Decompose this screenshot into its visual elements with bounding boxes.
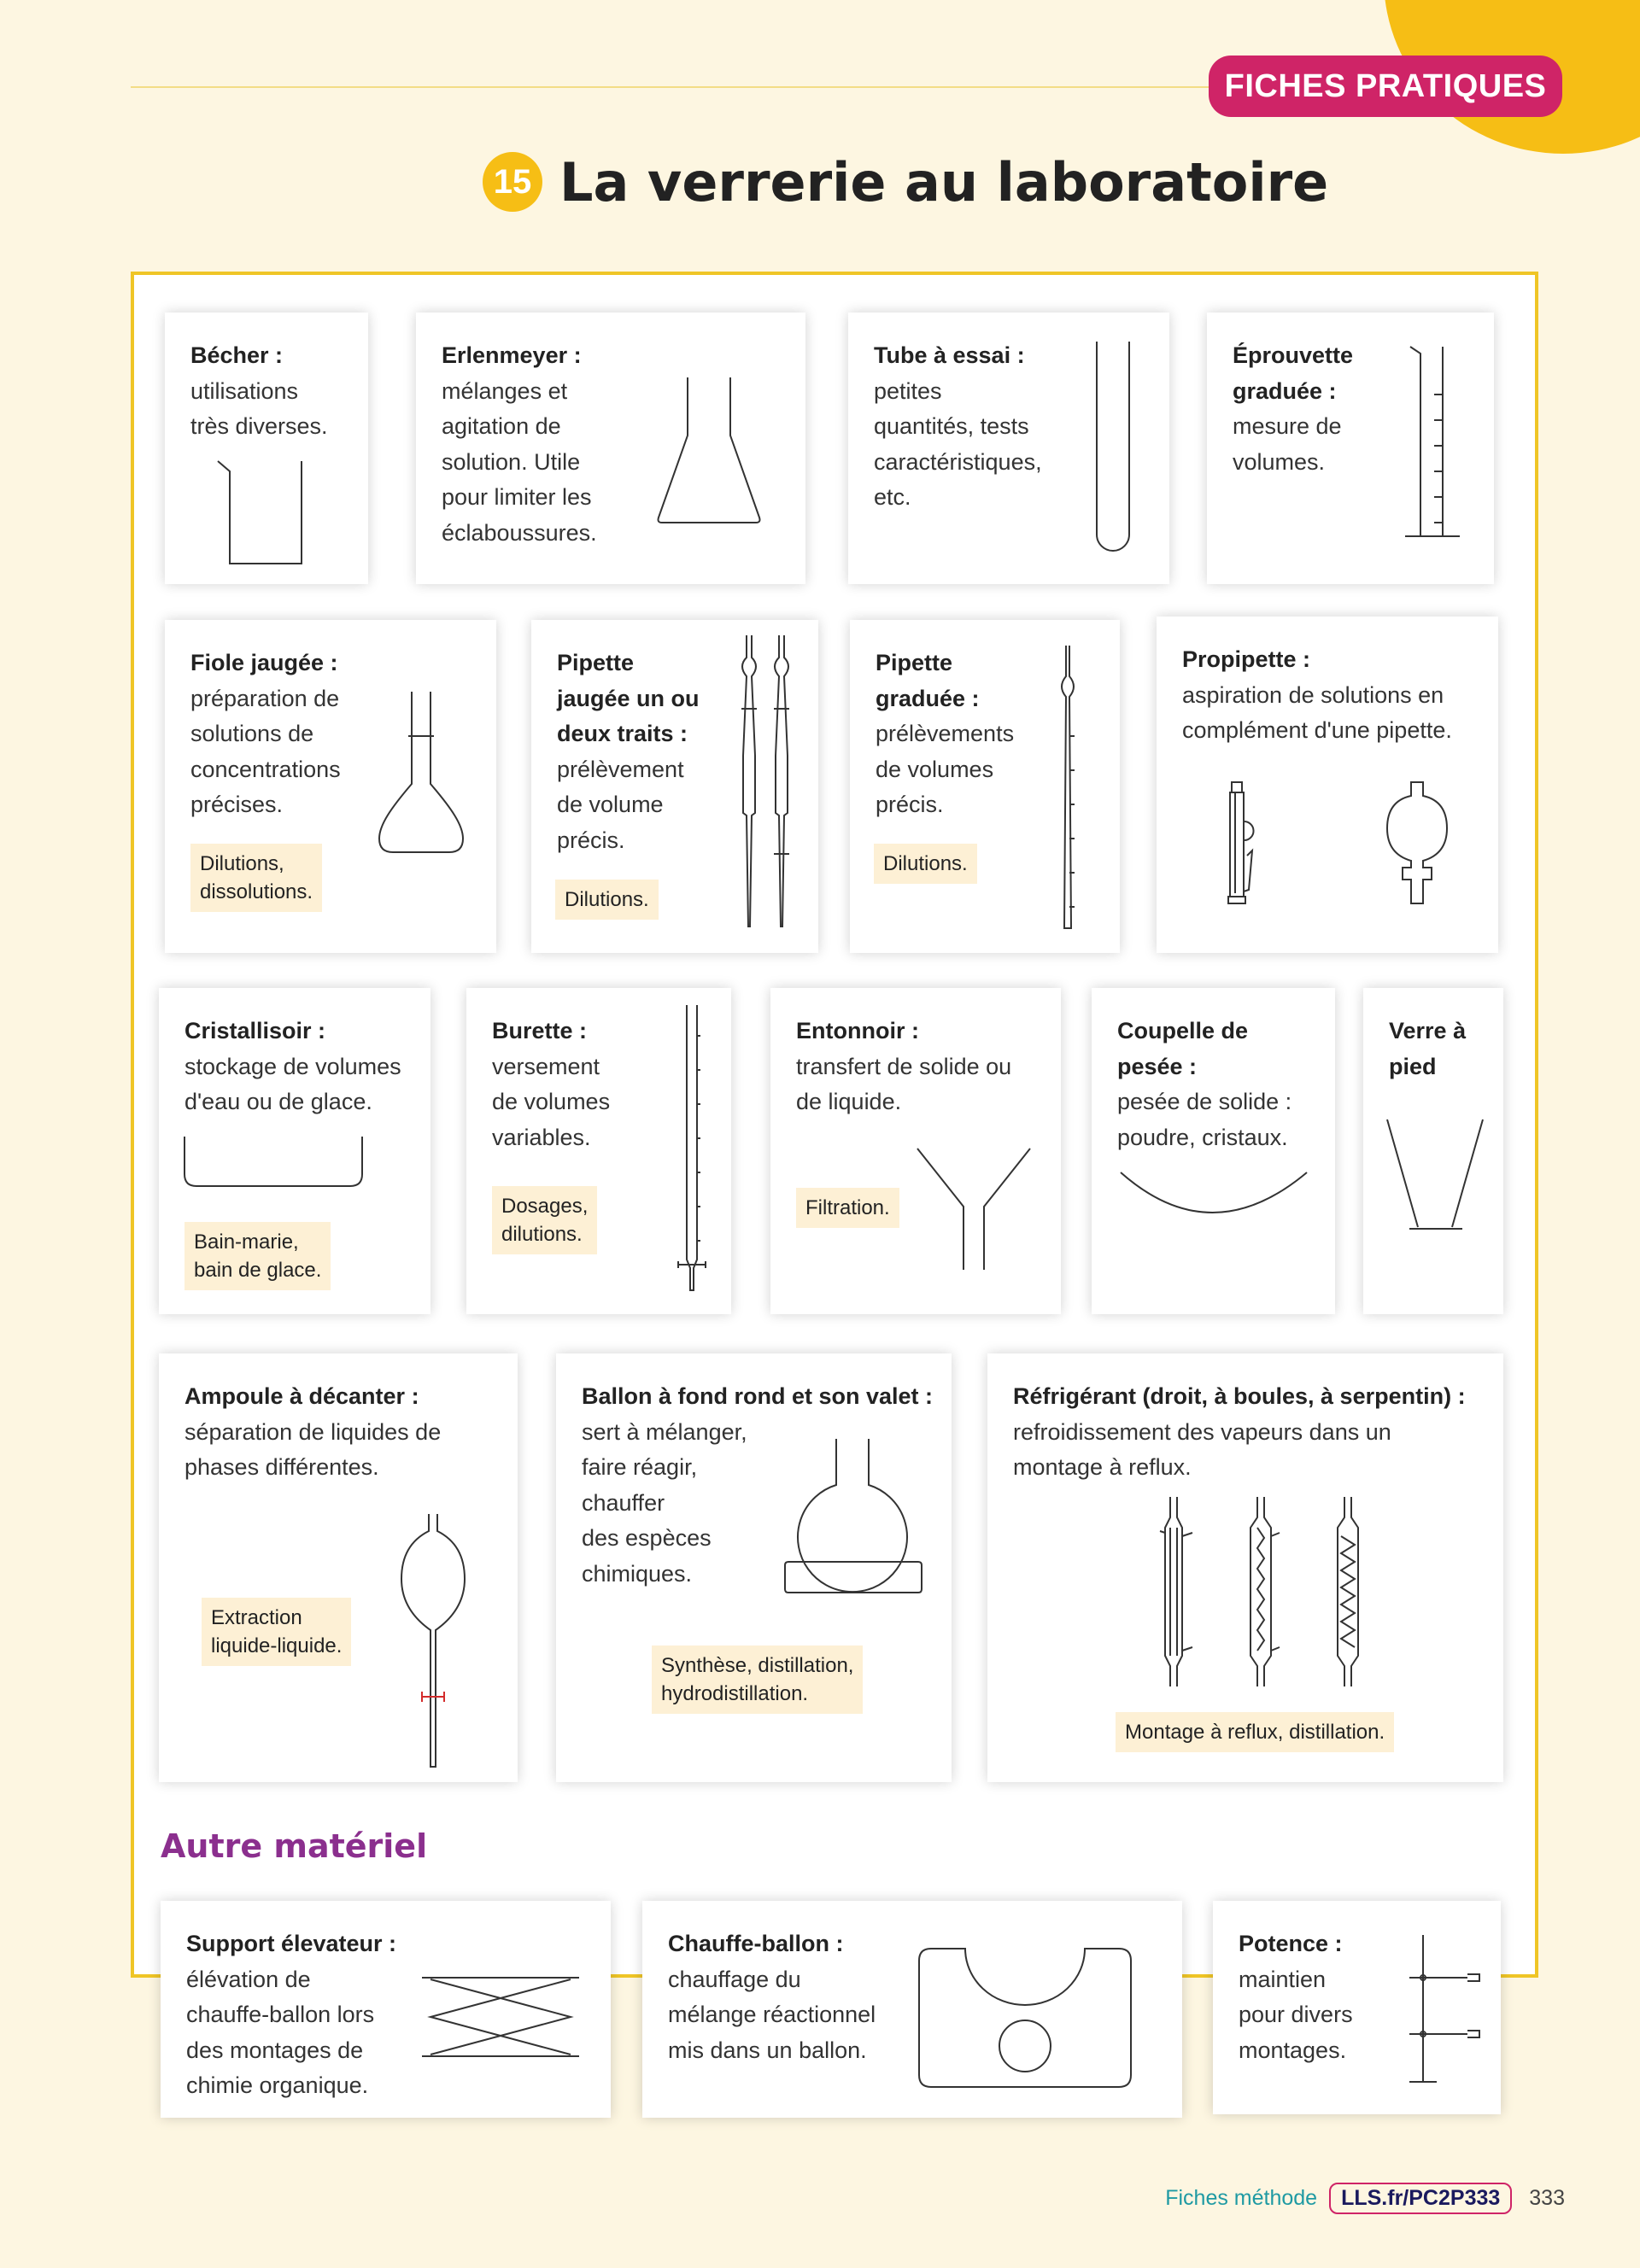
item-name: Éprouvette graduée : bbox=[1233, 342, 1354, 404]
page-title bbox=[483, 143, 1328, 220]
card-ballon bbox=[556, 1353, 952, 1782]
page-number: 333 bbox=[1529, 2186, 1565, 2210]
graduated-cylinder-icon bbox=[1403, 343, 1463, 565]
item-desc: mesure de volumes. bbox=[1233, 413, 1342, 475]
usage-tag: Dilutions, dissolutions. bbox=[190, 844, 322, 912]
stand-icon bbox=[1406, 1932, 1483, 2090]
card-verre-pied bbox=[1363, 988, 1503, 1314]
card-pipette-jaugee bbox=[531, 620, 818, 953]
stemmed-glass-icon bbox=[1384, 1116, 1486, 1236]
card-eprouvette bbox=[1207, 313, 1494, 584]
card-support bbox=[161, 1901, 611, 2118]
card-tube bbox=[848, 313, 1169, 584]
usage-tag: Bain-marie, bain de glace. bbox=[184, 1222, 331, 1290]
card-pipette-graduee bbox=[850, 620, 1120, 953]
header-rule bbox=[131, 86, 1241, 88]
card-cristallisoir bbox=[159, 988, 430, 1314]
item-name: Erlenmeyer : bbox=[442, 342, 582, 368]
card-chauffe-ballon bbox=[642, 1901, 1182, 2118]
volumetric-pipette-icon bbox=[726, 632, 803, 939]
item-desc: préparation de solutions de concentrations précises. bbox=[190, 685, 341, 817]
item-desc: chauffage du mélange réactionnel mis dans un ballon. bbox=[668, 1966, 876, 2063]
item-desc: transfert de solide ou de liquide. bbox=[796, 1053, 1012, 1114]
footer-label: Fiches méthode bbox=[1165, 2186, 1318, 2210]
section-badge: FICHES PRATIQUES bbox=[1209, 56, 1562, 117]
item-desc: mélanges et agitation de solution. Utile pour limiter les éclaboussures. bbox=[442, 377, 597, 546]
usage-tag: Dilutions. bbox=[555, 880, 659, 920]
item-desc: aspiration de solutions en complément d'une pipette. bbox=[1182, 681, 1452, 743]
card-fiole bbox=[165, 620, 496, 953]
funnel-icon bbox=[914, 1145, 1034, 1273]
item-desc: sert à mélanger, faire réagir, chauffer des espèces chimiques. bbox=[582, 1418, 747, 1587]
item-desc: refroidissement des vapeurs dans un montage à reflux. bbox=[1013, 1418, 1391, 1480]
item-desc: maintien pour divers montages. bbox=[1239, 1966, 1353, 2063]
item-name: Réfrigérant (droit, à boules, à serpentin) : bbox=[1013, 1383, 1466, 1409]
heating-mantle-icon bbox=[916, 1945, 1134, 2092]
item-name: Ballon à fond rond et son valet : bbox=[582, 1383, 934, 1409]
card-coupelle bbox=[1092, 988, 1335, 1314]
item-name: Pipette graduée : bbox=[876, 650, 980, 711]
usage-tag: Montage à reflux, distillation. bbox=[1116, 1712, 1394, 1752]
item-name: Coupelle de pesée : bbox=[1117, 1018, 1249, 1079]
usage-tag: Filtration. bbox=[796, 1188, 899, 1228]
item-desc: stockage de volumes d'eau ou de glace. bbox=[184, 1053, 401, 1114]
usage-tag: Dilutions. bbox=[874, 844, 977, 884]
item-desc: élévation de chauffe-ballon lors des montages de chimie organique. bbox=[186, 1966, 375, 2098]
item-name: Bécher : bbox=[190, 342, 284, 368]
item-desc: petites quantités, tests caractéristiques, etc. bbox=[874, 377, 1042, 510]
title-text: La verrerie au laboratoire bbox=[559, 150, 1329, 213]
item-name: Potence : bbox=[1239, 1931, 1343, 1956]
card-burette bbox=[466, 988, 731, 1314]
item-desc: séparation de liquides de phases différentes. bbox=[184, 1418, 442, 1480]
usage-tag: Extraction liquide-liquide. bbox=[202, 1598, 351, 1666]
volumetric-flask-icon bbox=[374, 688, 468, 859]
sheet-number: 15 bbox=[483, 152, 542, 212]
card-refrigerant bbox=[987, 1353, 1503, 1782]
condenser-icon bbox=[1155, 1493, 1403, 1690]
weighing-dish-icon bbox=[1117, 1167, 1310, 1227]
card-erlenmeyer bbox=[416, 313, 805, 584]
item-name: Verre à pied bbox=[1389, 1018, 1467, 1079]
lab-jack-icon bbox=[419, 1971, 583, 2065]
usage-tag: Dosages, dilutions. bbox=[492, 1186, 597, 1254]
burette-icon bbox=[671, 1002, 714, 1296]
usage-tag: Synthèse, distillation, hydrodistillation. bbox=[652, 1645, 863, 1714]
item-name: Tube à essai : bbox=[874, 342, 1025, 368]
crystallizer-icon bbox=[181, 1133, 366, 1193]
item-desc: prélèvements de volumes précis. bbox=[876, 721, 1015, 817]
item-desc: utilisations très diverses. bbox=[190, 377, 328, 439]
item-name: Cristallisoir : bbox=[184, 1018, 326, 1043]
card-ampoule bbox=[159, 1353, 518, 1782]
round-flask-icon bbox=[782, 1435, 927, 1606]
other-section-title: Autre matériel bbox=[161, 1827, 428, 1865]
item-name: Entonnoir : bbox=[796, 1018, 919, 1043]
pipette-bulb-icon bbox=[1380, 779, 1457, 907]
item-name: Burette : bbox=[492, 1018, 588, 1043]
pipette-filler-icon bbox=[1216, 779, 1276, 907]
item-name: Fiole jaugée : bbox=[190, 650, 338, 675]
item-name: Chauffe-ballon : bbox=[668, 1931, 844, 1956]
item-desc: versement de volumes variables. bbox=[492, 1053, 611, 1150]
item-name: Pipette jaugée un ou deux traits : bbox=[557, 650, 700, 746]
graduated-pipette-icon bbox=[1051, 642, 1085, 937]
card-propipette bbox=[1157, 617, 1498, 953]
footer-link[interactable]: LLS.fr/PC2P333 bbox=[1329, 2183, 1512, 2214]
card-potence bbox=[1213, 1901, 1501, 2114]
item-desc: pesée de solide : poudre, cristaux. bbox=[1117, 1089, 1292, 1150]
erlenmeyer-icon bbox=[653, 374, 773, 528]
test-tube-icon bbox=[1092, 338, 1134, 560]
item-name: Ampoule à décanter : bbox=[184, 1383, 419, 1409]
item-name: Support élevateur : bbox=[186, 1931, 397, 1956]
item-desc: prélèvement de volume précis. bbox=[557, 756, 684, 853]
card-becher bbox=[165, 313, 368, 584]
separatory-funnel-icon bbox=[400, 1511, 468, 1775]
footer bbox=[1165, 2183, 1565, 2214]
card-entonnoir bbox=[770, 988, 1061, 1314]
becher-icon bbox=[216, 458, 310, 569]
item-name: Propipette : bbox=[1182, 646, 1311, 672]
